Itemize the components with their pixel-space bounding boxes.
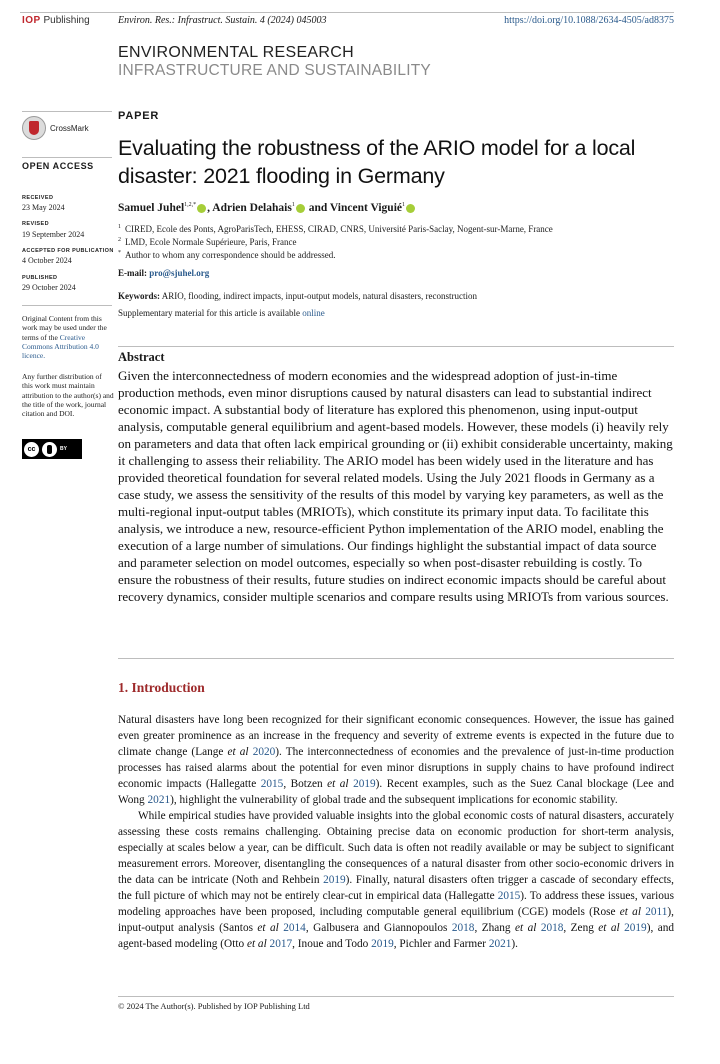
italic-text: et al [327, 778, 349, 790]
citation-link[interactable]: 2017 [269, 938, 293, 950]
by-label: BY [60, 446, 67, 452]
citation-link[interactable]: 2020 [252, 746, 276, 758]
paragraph-text: , Galbusera and Giannopoulos [305, 922, 452, 934]
author-name[interactable]: Adrien Delahais [212, 202, 292, 214]
abstract-text: Given the interconnectedness of modern economies and the widespread adoption of just-in-time production methods, even minor disruptions caused by natural disasters can lead to substantial indirect economic impact. A substantial body of literature has explored this phenomenon, using input-output analysis, computable general equilibrium and agent-based models. However, these models (i) heavily rely on parameters and data that often lack empirical grounding or (ii) exhibit considerable uncertainty, making it challenging to assess their reliability. The ARIO model has been widely used in the literature and has provided theoretical foundation for several related models. Using the July 2021 floods in Germany as a case study, we assess the sensitivity of the results of this model by varying key parameters, as well as the multi-regional input-output tables (MRIOTs), which constitute its primary input data. To facilitate this analysis, we introduce a new, resource-efficient Python implementation of the ARIO model, enabling the execution of a large number of simulations. Our findings highlight the substantial impact of data source and parameter selection on model outcomes, especially so when post-disaster rebuilding is costly. To ensure the robustness of their results, future studies on indirect economic impacts should be careful about recovery dynamics, consider multiple scenarios and compare results using MRIOTs from various sources. [118, 368, 673, 604]
intro-paragraph-2 [118, 808, 674, 952]
by-person-icon [42, 442, 57, 457]
doi-link[interactable]: https://doi.org/10.1088/2634-4505/ad8375 [504, 15, 674, 26]
author-affiliation-sup: 1,2,* [184, 202, 197, 209]
citation-link[interactable]: 2015 [260, 778, 284, 790]
paragraph-text: , Zhang [474, 922, 515, 934]
licence-text: Original Content from this work may be used under the terms of the [22, 314, 107, 342]
supplementary-text: Supplementary material for this article is available [118, 308, 300, 318]
sidebar-rule [22, 305, 112, 306]
affiliation-text: LMD, Ecole Normale Supérieure, Paris, France [125, 237, 297, 247]
citation-link[interactable]: 2018 [540, 922, 564, 934]
citation-link[interactable]: 2021 [147, 794, 171, 806]
italic-text: et al [227, 746, 249, 758]
orcid-icon[interactable] [296, 204, 305, 213]
italic-text: et al [598, 922, 620, 934]
paragraph-text: ). The interconnectedness of economies and the prevalence of just-in-time production processes has raised alarms about the potential for even minor disruptions in supply chains to have profound indirect economic impacts (Hallegatte [118, 746, 674, 790]
intro-body [118, 712, 674, 952]
keywords-label: Keywords: [118, 291, 160, 301]
date-value-received: 23 May 2024 [22, 203, 65, 212]
supplementary-line [118, 308, 325, 318]
affiliation-marker: 1 [118, 224, 121, 230]
journal-name-line1: ENVIRONMENTAL RESEARCH [118, 44, 354, 61]
crossmark-button[interactable] [22, 116, 89, 140]
paragraph-text: ), input-output analysis (Santos [118, 906, 674, 934]
crossmark-label: CrossMark [50, 123, 89, 133]
citation-link[interactable]: 2019 [353, 778, 376, 790]
affiliation-marker: 2 [118, 237, 121, 243]
italic-text: et al [515, 922, 537, 934]
paragraph-text: ). To address these issues, various modeling approaches have been proposed, including computable general equilibrium (CGE) models (Rose [118, 890, 674, 918]
abstract-rule [118, 346, 674, 347]
licence-statement [22, 314, 114, 360]
paragraph-text: ). Finally, natural disasters often trigger a cascade of secondary effects, the full picture of which may not be entirely clear-cut in empirical data (Hallegatte [118, 874, 675, 902]
abstract-heading: Abstract [118, 350, 165, 364]
paragraph-text: Natural disasters have long been recognized for their significant economic consequences. However, the issue has gained even greater prominence as an increase in the frequency and severity of extreme events is expected in the future due to climate change (Lange [118, 714, 674, 758]
orcid-icon[interactable] [406, 204, 415, 213]
date-label-published: PUBLISHED [22, 275, 58, 281]
email-line [118, 268, 209, 278]
article-type: PAPER [118, 110, 160, 122]
email-label: E-mail: [118, 268, 147, 278]
supplementary-link[interactable]: online [302, 308, 325, 318]
paragraph-text: ). Recent examples, such as the Suez Canal blockage (Lee and Wong [118, 778, 675, 806]
keywords-line [118, 291, 477, 301]
sidebar-rule [22, 111, 112, 112]
iop-publishing-logo[interactable] [22, 15, 90, 26]
citation-link[interactable]: 2015 [497, 890, 521, 902]
date-label-received: RECEIVED [22, 195, 54, 201]
article-title: Evaluating the robustness of the ARIO model for a local disaster: 2021 flooding in Germany [118, 136, 636, 188]
affiliation-1 [118, 224, 553, 234]
header-rule [20, 12, 674, 13]
citation-link[interactable]: 2019 [624, 922, 647, 934]
orcid-icon[interactable] [197, 204, 206, 213]
affiliation-text: Author to whom any correspondence should be addressed. [125, 250, 336, 260]
affiliation-2 [118, 237, 296, 247]
email-link[interactable]: pro@sjuhel.org [149, 268, 210, 278]
paragraph-text: ), highlight the vulnerability of global trade and the subsequent implications for economic stability. [170, 794, 618, 806]
cc-by-badge[interactable] [22, 439, 82, 459]
keywords-text: ARIO, flooding, indirect impacts, input-output models, natural disasters, reconstruction [161, 291, 477, 301]
paragraph-text: ). [511, 938, 518, 950]
paragraph-text: , Inoue and Todo [292, 938, 372, 950]
publisher-text: Publishing [43, 15, 90, 26]
date-value-accepted: 4 October 2024 [22, 256, 72, 265]
licence-link[interactable]: Creative Commons Attribution 4.0 licence. [22, 332, 99, 361]
attribution-note: Any further distribution of this work must maintain attribution to the author(s) and the title of the work, journal citation and DOI. [22, 372, 114, 419]
paragraph-text: ), and agent-based modeling (Otto [118, 922, 675, 950]
date-value-revised: 19 September 2024 [22, 230, 85, 239]
citation-link[interactable]: 2011 [645, 906, 668, 918]
date-label-accepted: ACCEPTED FOR PUBLICATION [22, 248, 114, 254]
sidebar-rule [22, 157, 112, 158]
date-label-revised: REVISED [22, 221, 49, 227]
author-affiliation-sup: 1 [291, 202, 295, 209]
corresponding-note [118, 250, 335, 260]
paragraph-text: , Botzen [283, 778, 328, 790]
intro-heading: 1. Introduction [118, 680, 205, 695]
cc-icon: cc [24, 442, 39, 457]
italic-text: et al [257, 922, 279, 934]
paragraph-text: , Zeng [563, 922, 599, 934]
copyright-footer: © 2024 The Author(s). Published by IOP Publishing Ltd [118, 1001, 310, 1011]
affiliation-text: CIRED, Ecole des Ponts, AgroParisTech, EHESS, CIRAD, CNRS, Université Paris-Saclay, Nogent-sur-Marne, France [125, 224, 553, 234]
citation-link[interactable]: 2019 [323, 874, 346, 886]
crossmark-icon [22, 116, 46, 140]
running-head: Environ. Res.: Infrastruct. Sustain. 4 (2024) 045003 [118, 15, 327, 26]
footer-rule [118, 996, 674, 997]
author-name[interactable]: Samuel Juhel [118, 202, 185, 214]
paragraph-text: While empirical studies have provided valuable insights into the global economic costs of natural disasters, accurately assessing these costs remains challenging. Obtaining precise data on economic production for short-term analysis, especially at scales below a year, can be difficult. Such data is often not readily available or may be subject to significant measurement errors. Moreover, disentangling the consequences of a natural disaster from other socio-economic drivers in the data can be intricate (Noth and Rehbein [118, 810, 674, 886]
journal-name-line2: INFRASTRUCTURE AND SUSTAINABILITY [118, 62, 431, 79]
section-rule [118, 658, 674, 659]
open-access-label: OPEN ACCESS [22, 161, 94, 171]
author-affiliation-sup: 1 [402, 202, 405, 209]
author-list [118, 202, 416, 214]
author-name[interactable]: Vincent Viguié [329, 202, 402, 214]
paragraph-text: , Pichler and Farmer [393, 938, 489, 950]
citation-link[interactable]: 2014 [283, 922, 306, 934]
italic-text: et al [246, 938, 267, 950]
iop-mark: IOP [22, 15, 41, 26]
citation-link[interactable]: 2021 [488, 938, 512, 950]
citation-link[interactable]: 2018 [451, 922, 475, 934]
intro-paragraph-1 [118, 712, 674, 808]
author-separator: and [305, 202, 330, 214]
date-value-published: 29 October 2024 [22, 283, 76, 292]
author-separator: , [207, 202, 213, 214]
italic-text: et al [619, 906, 641, 918]
citation-link[interactable]: 2019 [371, 938, 394, 950]
affiliation-marker: * [118, 250, 121, 256]
